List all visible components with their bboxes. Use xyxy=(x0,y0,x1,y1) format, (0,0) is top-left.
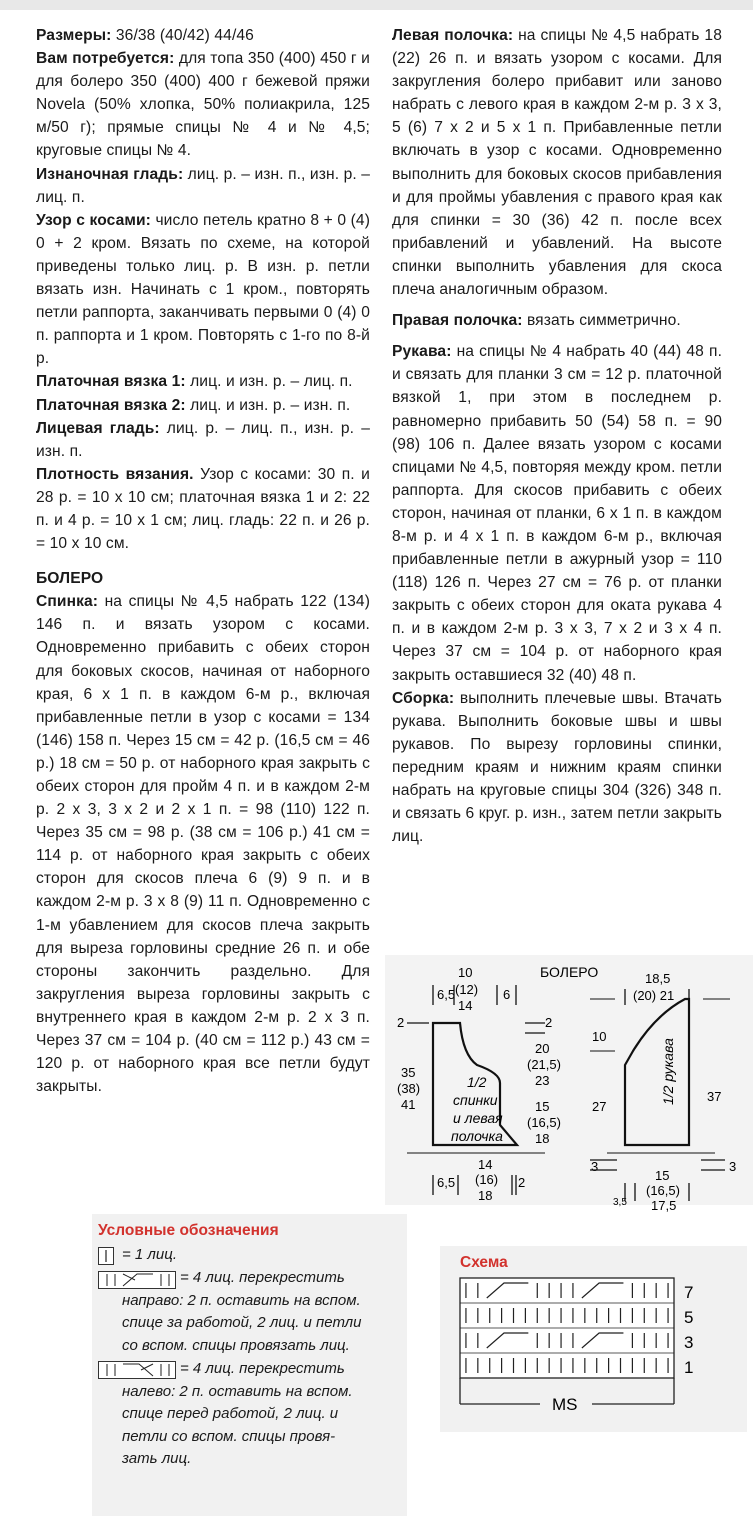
assembly-paragraph xyxy=(392,687,722,849)
right-front-label: Правая полочка: xyxy=(392,312,523,330)
garter2-text: лиц. и изн. р. – изн. п. xyxy=(185,396,351,414)
body-label-2: спинки xyxy=(453,1092,498,1108)
sleeves-paragraph xyxy=(392,340,722,686)
dim-top-a: 10 xyxy=(458,965,473,980)
purl-stitch-paragraph xyxy=(36,163,370,209)
knit-symbol-glyph xyxy=(99,1248,113,1264)
materials-paragraph xyxy=(36,47,370,162)
dim-h35: 35 xyxy=(401,1065,416,1080)
dim-s-bot-c: 17,5 xyxy=(651,1198,677,1213)
dim-top-l: 6,5 xyxy=(437,987,456,1002)
dim-s-3r: 3 xyxy=(729,1159,737,1174)
body-label-3: и левая xyxy=(453,1110,503,1126)
legend-item-3: направо: 2 п. оставить на вспом. xyxy=(122,1292,361,1309)
back-paragraph xyxy=(36,590,370,1098)
legend-item-4: спице за работой, 2 лиц. и петли xyxy=(122,1314,362,1331)
gauge-text: Узор с косами: 30 п. и 28 р. = 10 х 10 см; платочная вязка 1 и 2: 22 п. и 4 р. = 10 х 1 см; лиц. гладь: 22 п. и 26 р. = 10 х 10 см. xyxy=(36,465,370,553)
stockinette-text: лиц. р. – лиц. п., изн. р. – изн. п. xyxy=(36,419,370,460)
legend-item-6: = 4 лиц. перекрестить xyxy=(180,1360,345,1377)
dim-r20: 20 xyxy=(535,1041,550,1056)
right-front-text: вязать симметрично. xyxy=(522,312,681,330)
right-column xyxy=(392,24,722,848)
dim-s-3l: 3 xyxy=(591,1159,599,1174)
body-label-1: 1/2 xyxy=(467,1074,487,1090)
cross-left-symbol-icon xyxy=(98,1361,176,1379)
legend-panel xyxy=(92,1214,407,1516)
stockinette-label: Лицевая гладь: xyxy=(36,419,160,437)
back-label: Спинка: xyxy=(36,593,99,611)
left-column xyxy=(36,24,370,1098)
sleeve-label: 1/2 рукава xyxy=(660,1038,676,1105)
ms-label: MS xyxy=(552,1395,578,1414)
dim-right-2: 2 xyxy=(545,1015,553,1030)
right-front-paragraph xyxy=(392,309,722,332)
dim-bot-c: 18 xyxy=(478,1188,493,1203)
dim-h38: (38) xyxy=(397,1081,421,1096)
dim-bot-l: 6,5 xyxy=(437,1175,456,1190)
body-label-4: полочка xyxy=(451,1128,503,1144)
cross-left-glyph xyxy=(99,1362,175,1378)
row-label-7: 7 xyxy=(684,1283,694,1302)
materials-label: Вам потребуется: xyxy=(36,50,175,68)
cross-right-glyph xyxy=(99,1272,175,1288)
dim-s-10: 10 xyxy=(592,1029,607,1044)
cable-label: Узор с косами: xyxy=(36,211,151,229)
garter2-label: Платочная вязка 2: xyxy=(36,396,186,414)
legend-item-9: петли со вспом. спицы провя- xyxy=(122,1428,336,1445)
dim-r16: (16,5) xyxy=(527,1115,561,1130)
legend-item-5: со вспом. спицы провязать лиц. xyxy=(122,1337,350,1354)
back-text: на спицы № 4,5 набрать 122 (134) 146 п. и вязать узором с косами. Одновременно прибавить с обеих сторон для боковых скосов, начиная от наборного края, 6 х 1 п. в каждом 6-м р., включая прибавленные петли в узор с косами = 134 (146) 158 п. Через 15 см = 42 р. (16,5 см = 46 р.) 18 см = 50 р. от наборного края закрыть с обеих сторон для пройм 4 п. и в каждом 2-м р. 2 х 3, 3 х 2 и 2 х 1 п. = 98 (110) 122 п. Через 35 см = 98 р. (38 см = 106 р.) 41 см = 114 р. от наборного края закрыть с обеих сторон для скосов плеча 6 (9) 9 п. и в каждом 2-м р. 3 х 8 (9) 11 п. Одновременно с 1-м убавлением для скосов плеча закрыть для выреза горловины средние 26 п. и обе стороны закончить раздельно. Для закругления выреза горловины закрыть с внутреннего края в каждом 2-м р. 2 х 3 п. Через 37 см = 104 р. (40 см = 112 р.) 43 см = 120 р. от наборного края все петли будут закрыты. xyxy=(36,593,370,1096)
top-band xyxy=(0,0,753,10)
sizes-text: 36/38 (40/42) 44/46 xyxy=(111,27,254,44)
row-label-1: 1 xyxy=(684,1358,694,1377)
row-label-5: 5 xyxy=(684,1308,694,1327)
dim-s-35: 3,5 xyxy=(613,1197,627,1208)
materials-text: для топа 350 (400) 450 г и для болеро 350 (400) 400 г бежевой пряжи Novela (50% хлопка, 50% полиакрила, 125 м/50 г); прямые спицы № 4 и № 4,5; круговые спицы № 4. xyxy=(36,50,370,160)
stockinette-paragraph xyxy=(36,417,370,463)
row-label-3: 3 xyxy=(684,1333,694,1352)
legend-item-8: спице перед работой, 2 лиц. и xyxy=(122,1405,339,1422)
assembly-text: выполнить плечевые швы. Втачать рукава. Выполнить боковые швы и швы рукавов. По вырезу горловины спинки, передним краям и нижним краям спинки набрать на круговые спицы 304 (326) 348 п. и связать 6 круг. р. изн., затем петли закрыть лиц. xyxy=(392,689,722,846)
dim-r21: (21,5) xyxy=(527,1057,561,1072)
dim-r15: 15 xyxy=(535,1099,550,1114)
knit-symbol-icon xyxy=(98,1247,114,1265)
dim-s-bot-a: 15 xyxy=(655,1168,670,1183)
pattern-title: БОЛЕРО xyxy=(540,964,599,980)
cable-paragraph xyxy=(36,209,370,371)
dim-s-27: 27 xyxy=(592,1099,607,1114)
dim-h41: 41 xyxy=(401,1097,416,1112)
dim-bot-r: 2 xyxy=(518,1175,526,1190)
left-front-paragraph xyxy=(392,24,722,301)
dim-s-top-a: 18,5 xyxy=(645,971,671,986)
dim-bot-a: 14 xyxy=(478,1157,493,1172)
dim-top-r: 6 xyxy=(503,987,511,1002)
garter1-paragraph xyxy=(36,370,370,393)
dim-bot-b: (16) xyxy=(475,1172,499,1187)
dim-top-b: (12) xyxy=(455,982,479,997)
scheme-panel xyxy=(440,1246,747,1432)
dim-s-top-b: (20) 21 xyxy=(633,988,675,1003)
sleeves-text: на спицы № 4 набрать 40 (44) 48 п. и связать для планки 3 см = 12 р. платочной вязкой 1, при этом в последнем р. равномерно прибавить 50 (54) 58 п. = 90 (98) 106 п. Далее вязать узором с косами спицами № 4,5, повторяя между кром. петли раппорта. Для скосов прибавить с обеих сторон, начиная от планки, 6 х 1 п. в каждом 8-м р. и 4 х 1 п. в каждом 6-м р., включая прибавленные петли в ажурный узор = 110 (118) 126 п. Через 27 см = 76 р. от планки закрыть с обеих сторон для оката рукава 4 п. и в каждом 2-м р. 3 х 3, 7 х 2 и 3 х 4 п. Через 37 см = 104 р. от наборного края закрыть оставшиеся 32 (40) 48 п. xyxy=(392,343,722,684)
dim-s-bot-b: (16,5) xyxy=(646,1183,680,1198)
dim-top-c: 14 xyxy=(458,998,473,1013)
assembly-label: Сборка: xyxy=(392,689,455,707)
legend-item-7: налево: 2 п. оставить на вспом. xyxy=(122,1383,353,1400)
scheme-title: Схема xyxy=(460,1254,508,1271)
dim-left-2: 2 xyxy=(397,1015,405,1030)
cable-text: число петель кратно 8 + 0 (4) 0 + 2 кром. Вязать по схеме, на которой приведены только лиц. р. В изн. р. петли вязать изн. Начинать с 1 кром., повторять петли раппорта, заканчивать первыми 0 (4) 0 п. раппорта и 1 кром. Повторять с 1-го по 8-й р. xyxy=(36,211,371,368)
gauge-label: Плотность вязания. xyxy=(36,465,194,483)
gauge-paragraph xyxy=(36,463,370,555)
purl-stitch-text: лиц. р. – изн. п., изн. р. – лиц. п. xyxy=(36,165,370,206)
legend-item-10: зать лиц. xyxy=(122,1450,192,1467)
left-front-label: Левая полочка: xyxy=(392,27,514,44)
purl-stitch-label: Изнаночная гладь: xyxy=(36,165,184,183)
cross-right-symbol-icon xyxy=(98,1271,176,1289)
pattern-diagram xyxy=(385,955,753,1213)
bolero-heading: БОЛЕРО xyxy=(36,570,104,588)
sizes-paragraph xyxy=(36,24,370,47)
dim-s-37: 37 xyxy=(707,1089,722,1104)
scheme-chart xyxy=(440,1246,747,1432)
sizes-label: Размеры: xyxy=(36,27,112,44)
left-front-text: на спицы № 4,5 набрать 18 (22) 26 п. и вязать узором с косами. Для закругления болеро прибавит или заново набрать с левого края в каждом 2-м р. 3 х 3, 5 (6) 7 х 2 и 5 х 1 п. Прибавленные петли включать в узор с косами. Одновременно выполнить для боковых скосов прибавления и для проймы убавления с правого края как для спинки = 30 (36) 42 п. после всех прибавлений и убавлений. На высоте спинки выполнить убавления для скоса плеча аналогичным образом. xyxy=(392,27,722,299)
legend-item-1: = 1 лиц. xyxy=(122,1246,177,1263)
garter1-text: лиц. и изн. р. – лиц. п. xyxy=(185,373,353,391)
garter2-paragraph xyxy=(36,394,370,417)
garter1-label: Платочная вязка 1: xyxy=(36,373,186,391)
legend-item-2: = 4 лиц. перекрестить xyxy=(180,1269,345,1286)
sleeves-label: Рукава: xyxy=(392,343,452,361)
dim-r23: 23 xyxy=(535,1073,550,1088)
dim-r18: 18 xyxy=(535,1131,550,1146)
legend-title: Условные обозначения xyxy=(98,1222,279,1239)
